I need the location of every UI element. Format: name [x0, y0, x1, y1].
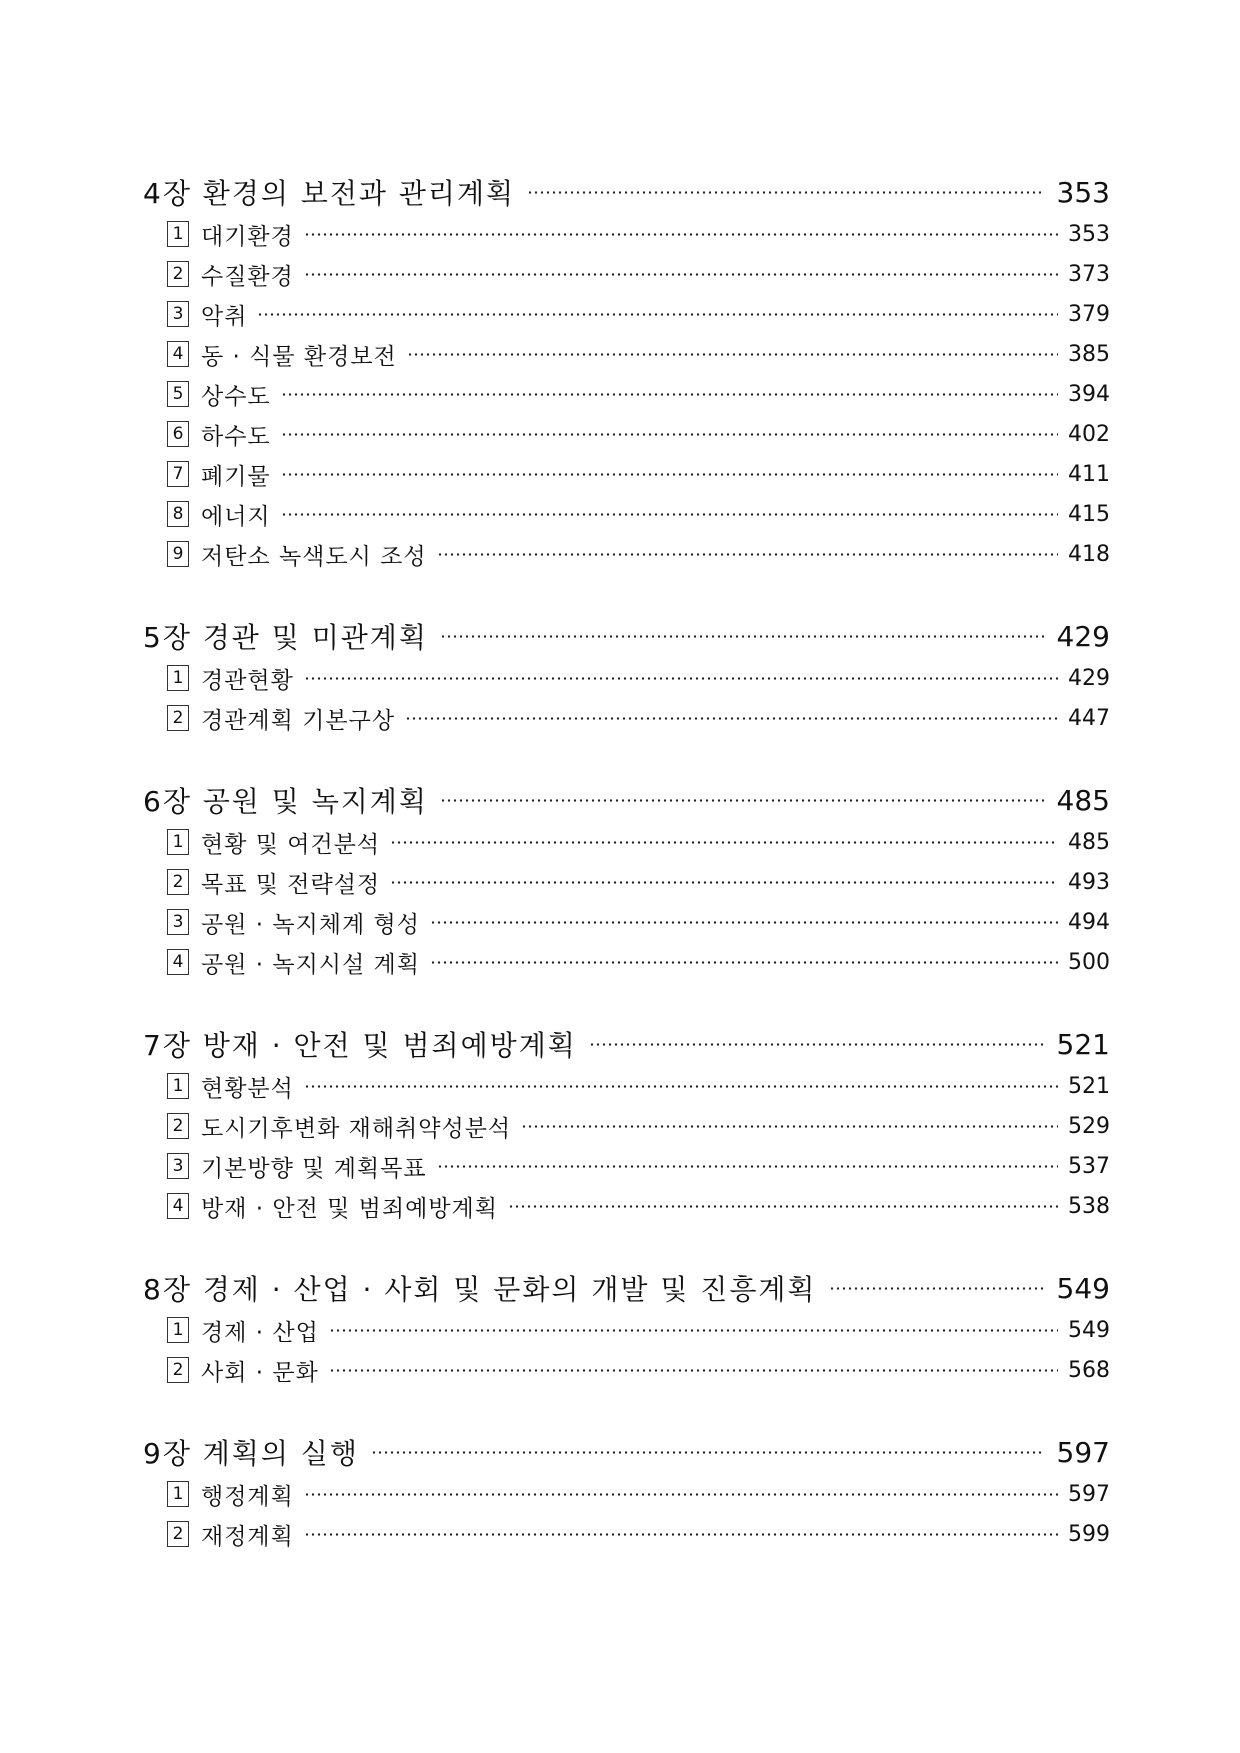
- section-number-box: 2: [167, 1113, 189, 1139]
- chapter-page-number: 353: [1056, 175, 1110, 209]
- section-page-number: 597: [1068, 1481, 1110, 1507]
- toc-section-entry[interactable]: [143, 214, 1110, 254]
- dot-leader: [407, 353, 1058, 356]
- dot-leader: [304, 677, 1058, 680]
- section-page-number: 402: [1068, 421, 1110, 447]
- section-number-box: 7: [167, 461, 189, 487]
- section-title: 재정계획: [201, 1523, 294, 1550]
- toc-section-entry[interactable]: [143, 1474, 1110, 1514]
- section-page-number: 521: [1068, 1073, 1110, 1099]
- chapter-title: 6장 공원 및 녹지계획: [143, 785, 428, 818]
- section-page-number: 599: [1068, 1521, 1110, 1547]
- section-title: 도시기후변화 재해취약성분석: [201, 1115, 512, 1142]
- section-page-number: 494: [1068, 909, 1110, 935]
- dot-leader: [440, 635, 1045, 638]
- dot-leader: [521, 1125, 1058, 1128]
- section-number-box: 1: [167, 1481, 189, 1507]
- toc-section-entry[interactable]: [143, 374, 1110, 414]
- chapter-heading[interactable]: [143, 1430, 1110, 1474]
- section-number-box: 1: [167, 829, 189, 855]
- section-title: 저탄소 녹색도시 조성: [201, 543, 427, 570]
- toc-section-entry[interactable]: [143, 1066, 1110, 1106]
- toc-chapter: [143, 1266, 1110, 1390]
- dot-leader: [329, 1369, 1058, 1372]
- section-title: 방재 · 안전 및 범죄예방계획: [201, 1195, 498, 1222]
- toc-section-entry[interactable]: [143, 942, 1110, 982]
- section-number-box: 2: [167, 869, 189, 895]
- section-title: 공원 · 녹지체계 형성: [201, 911, 420, 938]
- toc-section-entry[interactable]: [143, 294, 1110, 334]
- toc-section-entry[interactable]: [143, 254, 1110, 294]
- section-title: 행정계획: [201, 1483, 294, 1510]
- dot-leader: [281, 473, 1058, 476]
- section-number-box: 5: [167, 381, 189, 407]
- toc-chapter: [143, 614, 1110, 738]
- section-title: 에너지: [201, 503, 271, 530]
- toc-section-entry[interactable]: [143, 534, 1110, 574]
- section-number-box: 1: [167, 665, 189, 691]
- dot-leader: [304, 1493, 1058, 1496]
- chapter-title: 8장 경제 · 산업 · 사회 및 문화의 개발 및 진흥계획: [143, 1273, 817, 1306]
- toc-section-entry[interactable]: [143, 1186, 1110, 1226]
- dot-leader: [437, 553, 1058, 556]
- section-number-box: 3: [167, 1153, 189, 1179]
- dot-leader: [304, 1533, 1058, 1536]
- toc-chapter: [143, 170, 1110, 574]
- section-title: 대기환경: [201, 223, 294, 250]
- section-page-number: 429: [1068, 665, 1110, 691]
- toc-chapter: [143, 778, 1110, 982]
- section-page-number: 529: [1068, 1113, 1110, 1139]
- section-number-box: 1: [167, 1073, 189, 1099]
- section-title: 사회 · 문화: [201, 1359, 319, 1386]
- dot-leader: [304, 1085, 1058, 1088]
- section-page-number: 537: [1068, 1153, 1110, 1179]
- toc-section-entry[interactable]: [143, 698, 1110, 738]
- section-page-number: 394: [1068, 381, 1110, 407]
- section-title: 악취: [201, 303, 248, 330]
- section-number-box: 8: [167, 501, 189, 527]
- chapter-title: 5장 경관 및 미관계획: [143, 621, 428, 654]
- section-page-number: 500: [1068, 949, 1110, 975]
- section-number-box: 4: [167, 1193, 189, 1219]
- section-page-number: 353: [1068, 221, 1110, 247]
- section-title: 경제 · 산업: [201, 1319, 319, 1346]
- toc-section-entry[interactable]: [143, 822, 1110, 862]
- section-number-box: 3: [167, 909, 189, 935]
- section-title: 수질환경: [201, 263, 294, 290]
- section-title: 공원 · 녹지시설 계획: [201, 951, 420, 978]
- section-number-box: 2: [167, 705, 189, 731]
- toc-section-entry[interactable]: [143, 454, 1110, 494]
- section-number-box: 4: [167, 949, 189, 975]
- toc-chapter: [143, 1430, 1110, 1554]
- section-page-number: 415: [1068, 501, 1110, 527]
- dot-leader: [437, 1165, 1058, 1168]
- dot-leader: [430, 921, 1058, 924]
- dot-leader: [405, 717, 1058, 720]
- section-title: 하수도: [201, 423, 271, 450]
- section-number-box: 2: [167, 1521, 189, 1547]
- chapter-page-number: 429: [1056, 619, 1110, 653]
- section-number-box: 3: [167, 301, 189, 327]
- toc-section-entry[interactable]: [143, 494, 1110, 534]
- section-title: 목표 및 전략설정: [201, 871, 381, 898]
- section-number-box: 4: [167, 341, 189, 367]
- dot-leader: [508, 1205, 1058, 1208]
- section-page-number: 418: [1068, 541, 1110, 567]
- dot-leader: [329, 1329, 1058, 1332]
- chapter-page-number: 521: [1056, 1027, 1110, 1061]
- toc-section-entry[interactable]: [143, 414, 1110, 454]
- toc-section-entry[interactable]: [143, 1514, 1110, 1554]
- section-number-box: 1: [167, 221, 189, 247]
- chapter-page-number: 485: [1056, 783, 1110, 817]
- toc-section-entry[interactable]: [143, 862, 1110, 902]
- section-title: 경관현황: [201, 667, 294, 694]
- dot-leader: [304, 273, 1058, 276]
- dot-leader: [281, 433, 1058, 436]
- section-page-number: 447: [1068, 705, 1110, 731]
- section-page-number: 485: [1068, 829, 1110, 855]
- section-page-number: 379: [1068, 301, 1110, 327]
- section-page-number: 493: [1068, 869, 1110, 895]
- dot-leader: [390, 841, 1058, 844]
- chapter-page-number: 597: [1056, 1435, 1110, 1469]
- toc-section-entry[interactable]: [143, 902, 1110, 942]
- chapter-heading[interactable]: [143, 1022, 1110, 1066]
- section-title: 경관계획 기본구상: [201, 707, 396, 734]
- section-title: 동 · 식물 환경보전: [201, 343, 397, 370]
- table-of-contents: [143, 170, 1110, 1594]
- dot-leader: [304, 233, 1058, 236]
- toc-section-entry[interactable]: [143, 658, 1110, 698]
- toc-section-entry[interactable]: [143, 334, 1110, 374]
- section-title: 상수도: [201, 383, 271, 410]
- dot-leader: [829, 1287, 1045, 1290]
- section-page-number: 568: [1068, 1357, 1110, 1383]
- section-number-box: 1: [167, 1317, 189, 1343]
- chapter-page-number: 549: [1056, 1271, 1110, 1305]
- toc-section-entry[interactable]: [143, 1350, 1110, 1390]
- section-page-number: 411: [1068, 461, 1110, 487]
- toc-section-entry[interactable]: [143, 1106, 1110, 1146]
- chapter-heading[interactable]: [143, 778, 1110, 822]
- dot-leader: [281, 513, 1058, 516]
- section-title: 폐기물: [201, 463, 271, 490]
- section-page-number: 385: [1068, 341, 1110, 367]
- chapter-heading[interactable]: [143, 170, 1110, 214]
- section-number-box: 2: [167, 261, 189, 287]
- section-page-number: 549: [1068, 1317, 1110, 1343]
- dot-leader: [281, 393, 1058, 396]
- chapter-title: 7장 방재 · 안전 및 범죄예방계획: [143, 1029, 577, 1062]
- section-page-number: 538: [1068, 1193, 1110, 1219]
- dot-leader: [589, 1043, 1045, 1046]
- section-page-number: 373: [1068, 261, 1110, 287]
- section-title: 현황 및 여건분석: [201, 831, 381, 858]
- toc-section-entry[interactable]: [143, 1310, 1110, 1350]
- chapter-title: 9장 계획의 실행: [143, 1437, 359, 1470]
- toc-section-entry[interactable]: [143, 1146, 1110, 1186]
- section-number-box: 2: [167, 1357, 189, 1383]
- chapter-heading[interactable]: [143, 614, 1110, 658]
- dot-leader: [257, 313, 1058, 316]
- toc-chapter: [143, 1022, 1110, 1226]
- section-title: 현황분석: [201, 1075, 294, 1102]
- dot-leader: [527, 191, 1045, 194]
- chapter-heading[interactable]: [143, 1266, 1110, 1310]
- chapter-title: 4장 환경의 보전과 관리계획: [143, 177, 516, 210]
- dot-leader: [390, 881, 1058, 884]
- dot-leader: [430, 961, 1058, 964]
- dot-leader: [440, 799, 1045, 802]
- section-number-box: 9: [167, 541, 189, 567]
- section-title: 기본방향 및 계획목표: [201, 1155, 427, 1182]
- section-number-box: 6: [167, 421, 189, 447]
- dot-leader: [371, 1451, 1045, 1454]
